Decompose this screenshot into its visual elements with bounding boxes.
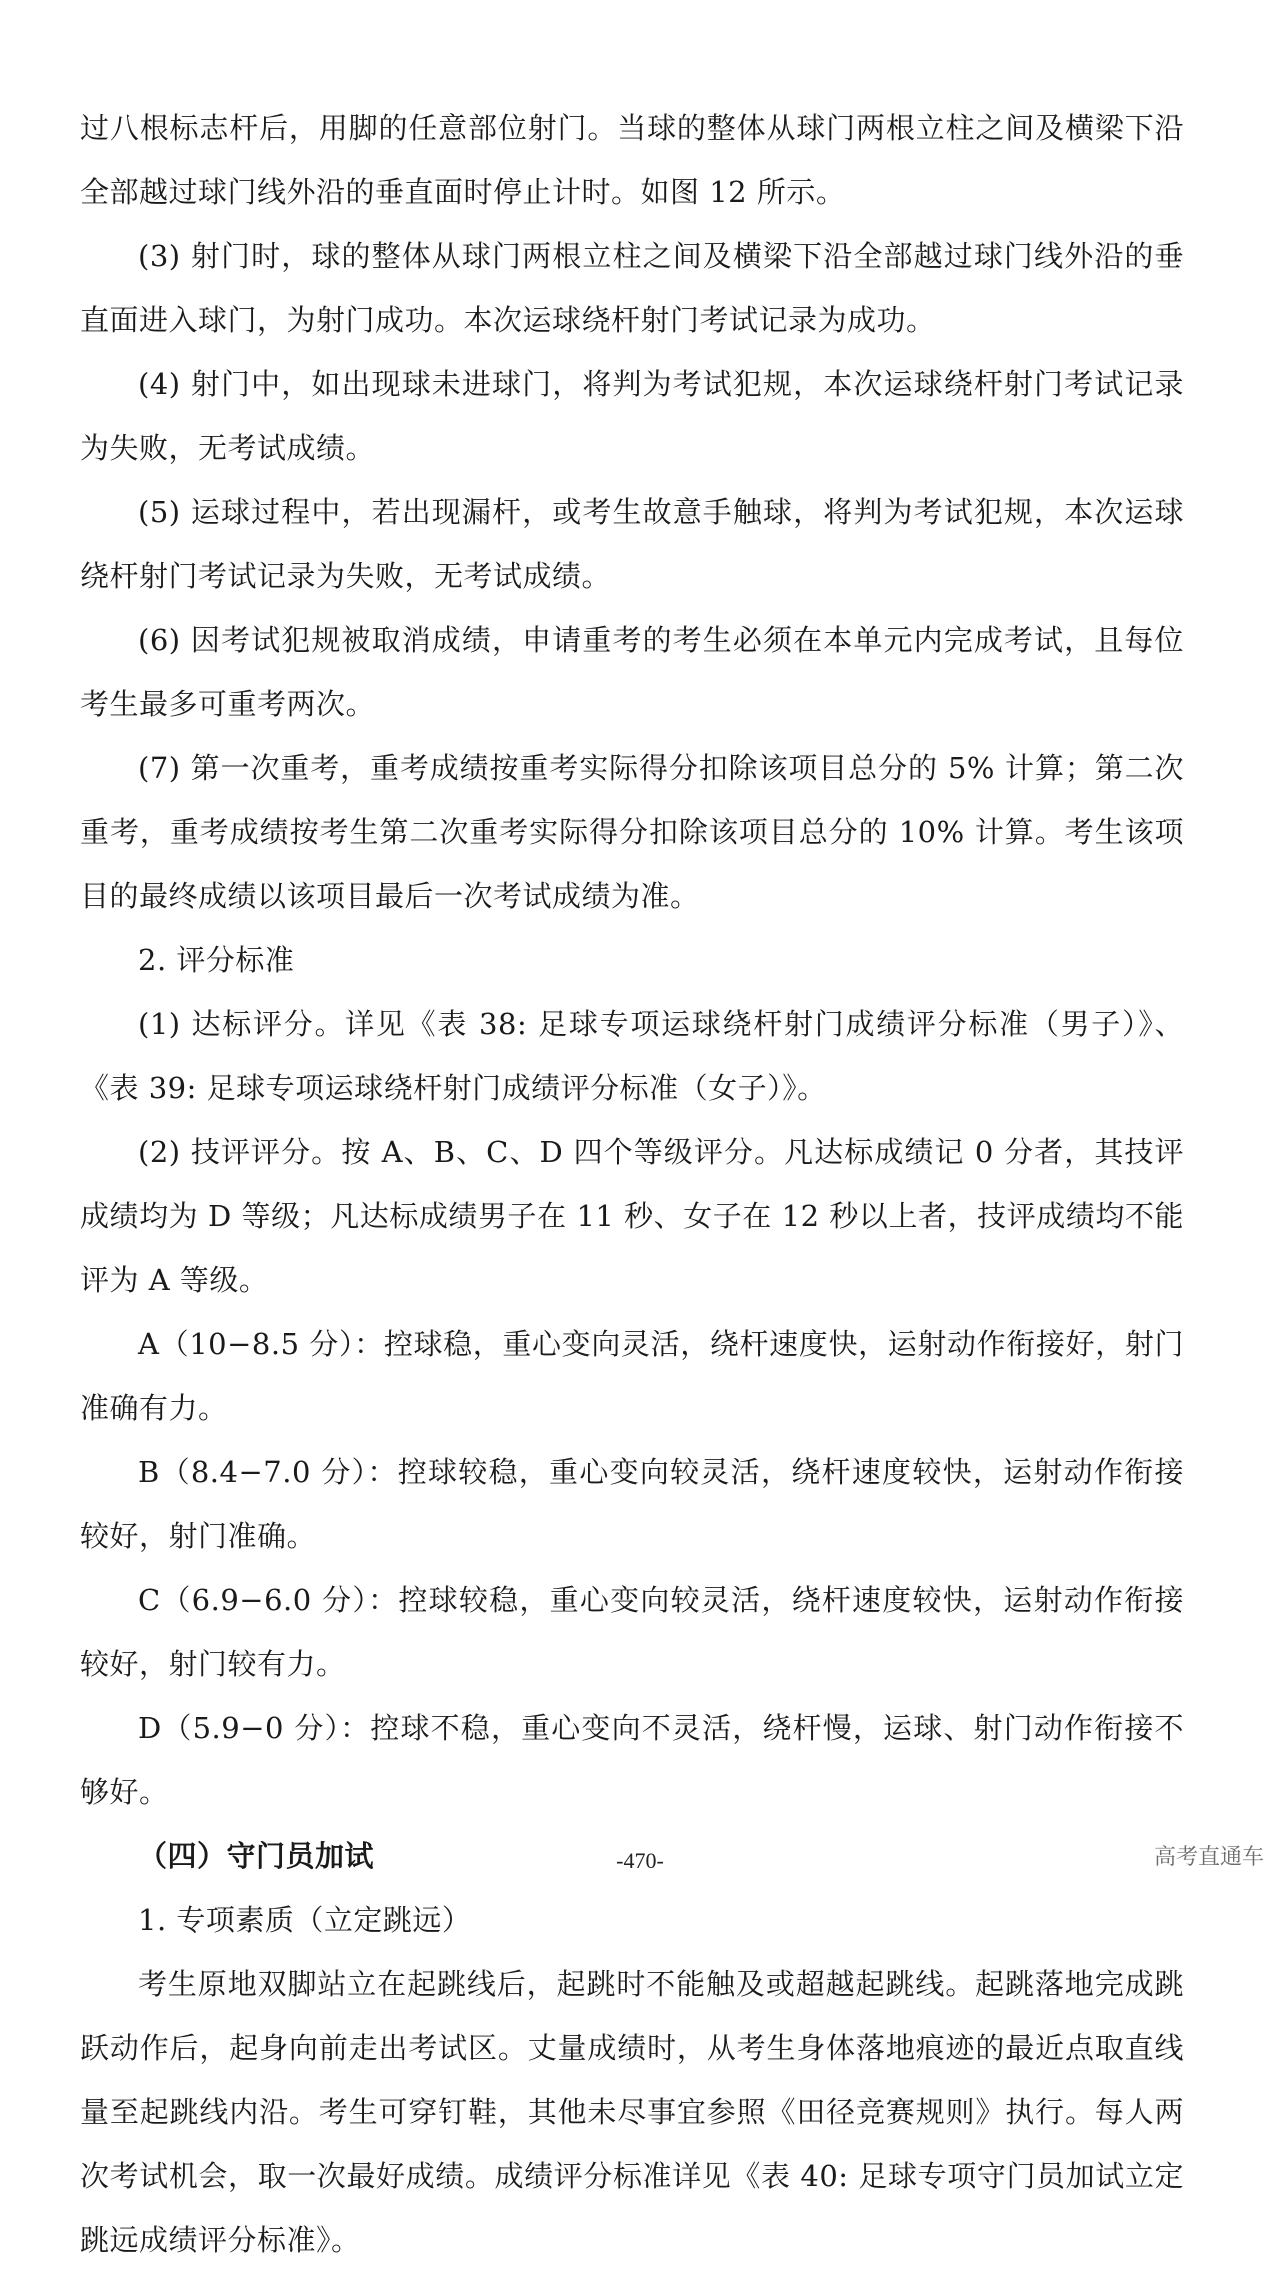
grade-b-criteria: B（8.4−7.0 分）：控球较稳，重心变向较灵活，绕杆速度较快，运射动作衔接较好，射门准确。	[80, 1455, 1184, 1553]
paragraph-1: 过八根标志杆后，用脚的任意部位射门。当球的整体从球门两根立柱之间及横梁下沿全部越过球门线外沿的垂直面时停止计时。如图 12 所示。	[80, 111, 1184, 209]
section-subheading-scoring: 2. 评分标准	[138, 943, 295, 977]
paragraph-4: (5) 运球过程中，若出现漏杆，或考生故意手触球，将判为考试犯规，本次运球绕杆射门考试记录为失败，无考试成绩。	[80, 495, 1184, 593]
paragraph-5: (6) 因考试犯规被取消成绩，申请重考的考生必须在本单元内完成考试，且每位考生最多可重考两次。	[80, 623, 1184, 721]
grade-c-criteria: C（6.9−6.0 分）：控球较稳，重心变向较灵活，绕杆速度较快，运射动作衔接较好，射门较有力。	[80, 1583, 1184, 1681]
paragraph-3: (4) 射门中，如出现球未进球门，将判为考试犯规，本次运球绕杆射门考试记录为失败，无考试成绩。	[80, 367, 1184, 465]
paragraph-16: 考生原地双脚站立在起跳线后，起跳时不能触及或超越起跳线。起跳落地完成跳跃动作后，起身向前走出考试区。丈量成绩时，从考生身体落地痕迹的最近点取直线量至起跳线内沿。考生可穿钉鞋，其他未尽事宜参照《田径竞赛规则》执行。每人两次考试机会，取一次最好成绩。成绩评分标准详见《表 40: 足球专项守门员加试立定跳远成绩评分标准》。	[80, 1967, 1184, 2257]
paragraph-2: (3) 射门时，球的整体从球门两根立柱之间及横梁下沿全部越过球门线外沿的垂直面进入球门，为射门成功。本次运球绕杆射门考试记录为成功。	[80, 239, 1184, 337]
paragraph-9: (2) 技评评分。按 A、B、C、D 四个等级评分。凡达标成绩记 0 分者，其技评成绩均为 D 等级；凡达标成绩男子在 11 秒、女子在 12 秒以上者，技评成绩均不能评为 A 等级。	[80, 1135, 1184, 1297]
grade-a-criteria: A（10−8.5 分）：控球稳，重心变向灵活，绕杆速度快，运射动作衔接好，射门准确有力。	[80, 1327, 1184, 1425]
section-subheading-long-jump: 1. 专项素质（立定跳远）	[138, 1903, 472, 1937]
watermark-text: 高考直通车	[1153, 1845, 1264, 1870]
paragraph-8: (1) 达标评分。详见《表 38: 足球专项运球绕杆射门成绩评分标准（男子）》、《表 39: 足球专项运球绕杆射门成绩评分标准（女子）》。	[80, 1007, 1184, 1105]
document-body	[80, 96, 1184, 2272]
section-heading-goalkeeper: （四）守门员加试	[138, 1839, 375, 1873]
page-number: -470-	[616, 1848, 664, 1873]
grade-d-criteria: D（5.9−0 分）：控球不稳，重心变向不灵活，绕杆慢，运球、射门动作衔接不够好。	[80, 1711, 1184, 1809]
paragraph-6: (7) 第一次重考，重考成绩按重考实际得分扣除该项目总分的 5% 计算；第二次重考，重考成绩按考生第二次重考实际得分扣除该项目总分的 10% 计算。考生该项目的最终成绩以该项目最后一次考试成绩为准。	[80, 751, 1184, 913]
